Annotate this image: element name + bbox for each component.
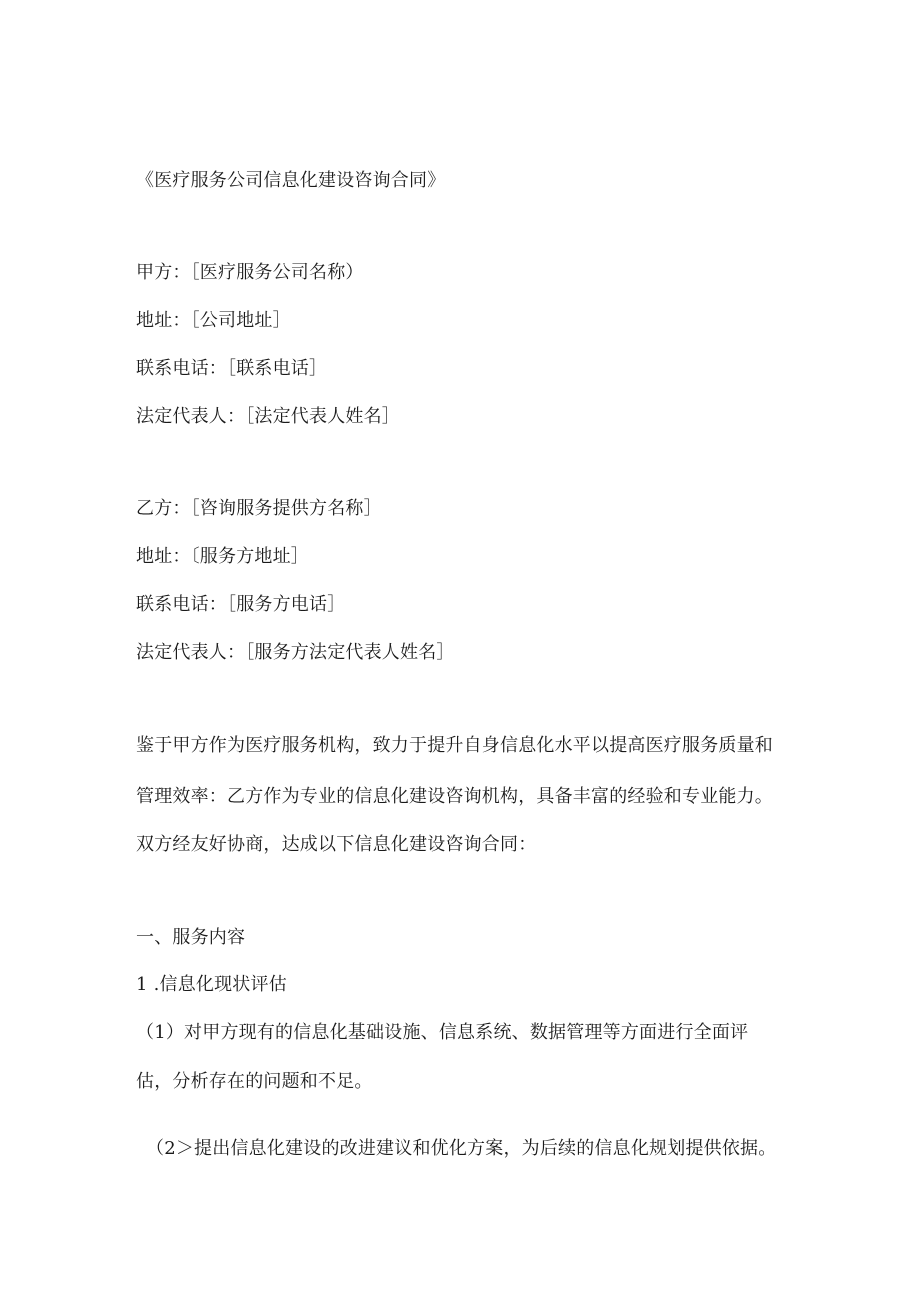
party-a-address: 地址：［公司地址］: [136, 310, 291, 331]
preamble-line: 鉴于甲方作为医疗服务机构，致力于提升自身信息化水平以提高医疗服务质量和: [136, 735, 773, 756]
party-b-address: 地址：〔服务方地址］: [136, 546, 309, 567]
section-heading: 一、服务内容: [136, 927, 246, 948]
preamble-line: 双方经友好协商，达成以下信息化建设咨询合同：: [136, 834, 537, 855]
party-b-representative: 法定代表人：［服务方法定代表人姓名］: [136, 642, 455, 663]
clause-line: 估，分析存在的问题和不足。: [136, 1071, 373, 1092]
document-title: 《医疗服务公司信息化建设咨询合同》: [136, 170, 446, 191]
party-b-name: 乙方：［咨询服务提供方名称］: [136, 498, 382, 519]
party-b-phone: 联系电话：［服务方电话］: [136, 594, 346, 615]
party-a-name: 甲方：［医疗服务公司名称）: [136, 262, 364, 283]
clause-line: （1）对甲方现有的信息化基础设施、信息系统、数据管理等方面进行全面评: [136, 1022, 749, 1043]
party-a-representative: 法定代表人：［法定代表人姓名］: [136, 406, 400, 427]
preamble-line: 管理效率：乙方作为专业的信息化建设咨询机构，具备丰富的经验和专业能力。: [136, 786, 773, 807]
party-a-phone: 联系电话：［联系电话］: [136, 358, 328, 379]
item-heading: 1 .信息化现状评估: [136, 974, 287, 995]
clause-line: （2＞提出信息化建设的改进建议和优化方案，为后续的信息化规划提供依据。: [146, 1138, 777, 1159]
